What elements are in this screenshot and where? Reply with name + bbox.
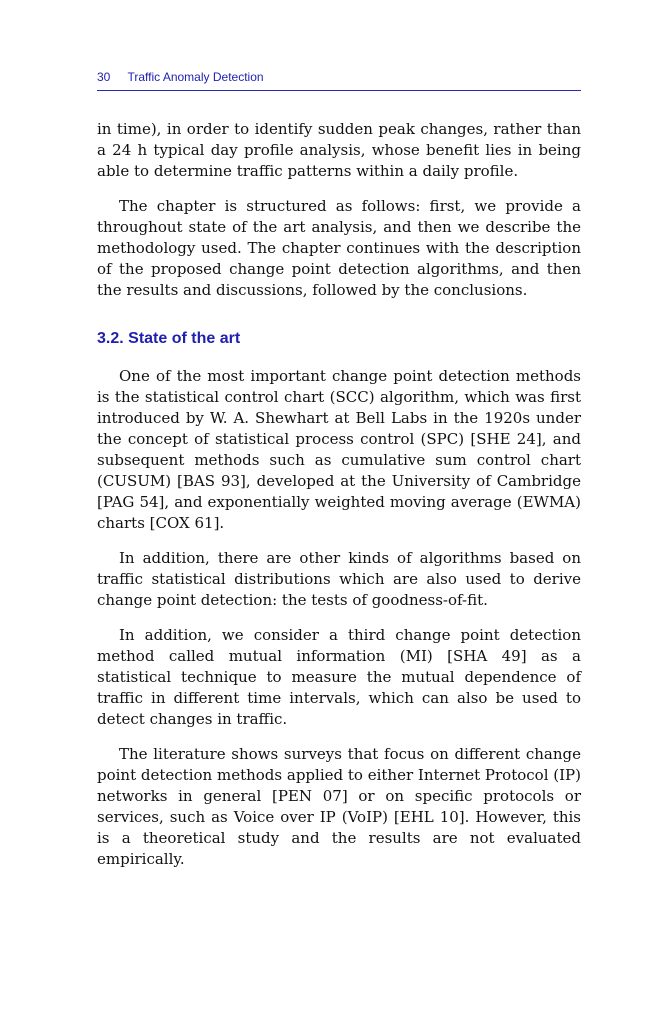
paragraph: In addition, we consider a third change point detection method called mutual information (MI) [SHA 49] as a statistical technique to measure the mutual dependence of traffic in different time intervals, which can also be used to detect changes in traffic. xyxy=(97,626,581,728)
paragraph: In addition, there are other kinds of algorithms based on traffic statistical distributions which are also used to derive change point detection: the tests of goodness-of-fit. xyxy=(97,549,581,609)
running-header xyxy=(97,70,581,91)
paragraph: The literature shows surveys that focus on different change point detection methods applied to either Internet Protocol (IP) networks in general [PEN 07] or on specific protocols or services, such as Voice over IP (VoIP) [EHL 10]. However, this is a theoretical study and the results are not evaluated empirically. xyxy=(97,745,581,868)
page-body xyxy=(97,119,581,884)
page-number: 30 xyxy=(97,70,111,84)
paragraph: The chapter is structured as follows: first, we provide a throughout state of the art analysis, and then we describe the methodology used. The chapter continues with the description of the proposed change point detection algorithms, and then the results and discussions, followed by the conclusions. xyxy=(97,197,581,299)
paragraph: One of the most important change point detection methods is the statistical control chart (SCC) algorithm, which was first introduced by W. A. Shewhart at Bell Labs in the 1920s under the concept of statistical process control (SPC) [SHE 24], and subsequent methods such as cumulative sum control chart (CUSUM) [BAS 93], developed at the University of Cambridge [PAG 54], and exponentially weighted moving average (EWMA) charts [COX 61]. xyxy=(97,367,581,532)
paragraph: in time), in order to identify sudden peak changes, rather than a 24 h typical day profile analysis, whose benefit lies in being able to determine traffic patterns within a daily profile. xyxy=(97,120,581,180)
section-heading xyxy=(97,328,581,349)
running-title: Traffic Anomaly Detection xyxy=(127,70,264,84)
section-title: State of the art xyxy=(128,330,241,347)
section-number: 3.2. xyxy=(97,330,124,347)
